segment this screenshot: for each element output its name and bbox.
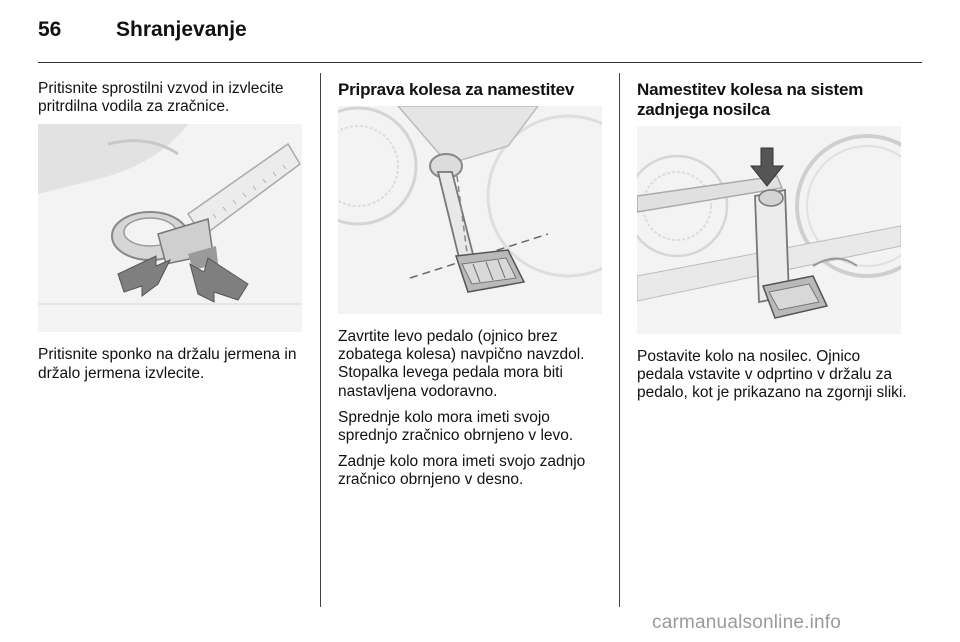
instruction-paragraph: Sprednje kolo mora imeti svojo sprednjo zračnico obrnjeno v levo.	[338, 408, 574, 445]
instruction-paragraph: Zadnje kolo mora imeti svojo zadnjo zračnico obrnjeno v desno.	[338, 453, 586, 489]
page-title: Shranjevanje	[116, 18, 247, 41]
column-right	[637, 80, 907, 403]
bike-carrier-figure	[637, 126, 901, 334]
column-divider-1	[320, 73, 321, 607]
column-left	[38, 80, 308, 383]
instruction-paragraph: Postavite kolo na nosilec. Ojnico pedala vstavite v odprtino v držalu za pedalo, kot je prikazano na zgornji sliki.	[637, 348, 907, 402]
column-divider-2	[619, 73, 620, 607]
instruction-paragraph: Zavrtite levo pedalo (ojnico brez zobatega kolesa) navpično navzdol. Stopalka levega pedala mora biti nastavljena vodoravno.	[338, 328, 585, 400]
lock-release-figure	[38, 124, 302, 332]
watermark: carmanualsonline.info	[652, 612, 842, 633]
page-number: 56	[38, 18, 62, 41]
pedal-figure	[338, 106, 602, 314]
instruction-paragraph: Pritisnite sprostilni vzvod in izvlecite pritrdilna vodila za zračnice.	[38, 80, 284, 116]
section-heading: Priprava kolesa za namestitev	[338, 80, 575, 99]
instruction-paragraph: Pritisnite sponko na držalu jermena in držalo jermena izvlecite.	[38, 346, 297, 382]
header-rule	[38, 62, 922, 63]
section-heading: Namestitev kolesa na sistem zadnjega nosilca	[637, 80, 864, 119]
column-middle	[338, 80, 608, 490]
